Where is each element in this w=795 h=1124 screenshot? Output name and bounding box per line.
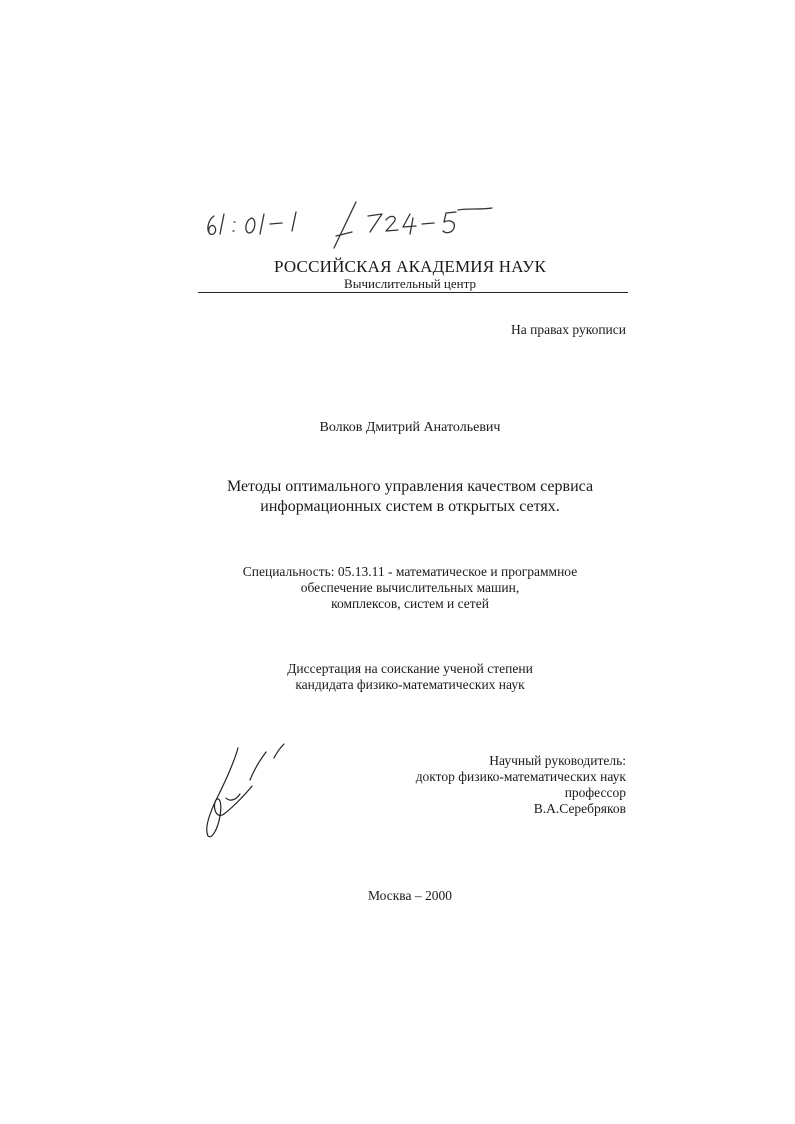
city-year: Москва – 2000	[368, 888, 452, 903]
title-line: информационных систем в открытых сетях.	[260, 498, 560, 515]
handwritten-catalog-code	[200, 198, 500, 258]
supervisor-block	[416, 753, 626, 817]
degree-statement	[0, 661, 795, 693]
specialty-block	[0, 564, 795, 612]
dissertation-title	[0, 477, 795, 517]
supervisor-rank: профессор	[564, 785, 626, 800]
title-line: Методы оптимального управления качеством сервиса	[226, 478, 594, 495]
author-name: Волков Дмитрий Анатольевич	[319, 420, 501, 435]
supervisor-degree: доктор физико-математических наук	[415, 769, 626, 784]
rights-note: На правах рукописи	[510, 322, 626, 337]
specialty-line: комплексов, систем и сетей	[331, 596, 489, 611]
organization-name: РОССИЙСКАЯ АКАДЕМИЯ НАУК	[273, 257, 546, 276]
supervisor-label: Научный руководитель:	[489, 753, 626, 768]
supervisor-name: В.А.Серебряков	[533, 801, 626, 816]
header-divider	[198, 292, 628, 293]
degree-line: Диссертация на соискание ученой степени	[287, 661, 533, 676]
specialty-line: Специальность: 05.13.11 - математическое и программное	[242, 564, 578, 579]
department-name: Вычислительный центр	[344, 276, 476, 291]
degree-line: кандидата физико-математических наук	[295, 677, 525, 692]
specialty-line: обеспечение вычислительных машин,	[300, 580, 520, 595]
signature-handwritten	[196, 740, 296, 845]
